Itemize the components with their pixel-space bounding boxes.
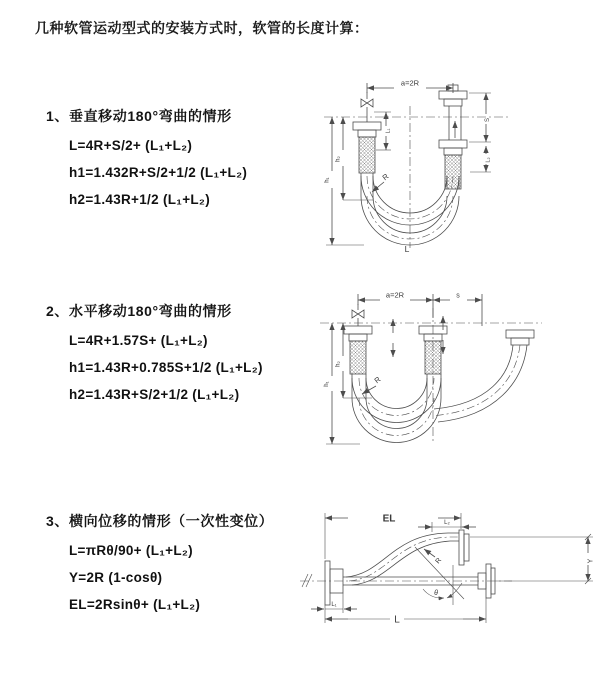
formula-line: h2=1.43R+1/2 (L₁+L₂)	[69, 192, 211, 207]
formula-line: L=πRθ/90+ (L₁+L₂)	[69, 543, 193, 558]
hose-braid	[425, 341, 441, 374]
dim-label-l2: L₂	[444, 520, 450, 526]
dim-label-a2r: a=2R	[400, 78, 420, 88]
diagram-vertical-180-bend	[312, 76, 550, 260]
dim-label-l2: L₂	[485, 157, 492, 163]
flange-upper	[459, 530, 469, 565]
flange-left	[353, 122, 381, 137]
formula-line: h2=1.43R+S/2+1/2 (L₁+L₂)	[69, 387, 240, 402]
section-horizontal-movement	[46, 301, 263, 408]
formula-line: h1=1.43R+0.785S+1/2 (L₁+L₂)	[69, 360, 263, 375]
flange-right-lower	[439, 140, 467, 155]
dim-label-h2: h₂	[335, 156, 342, 162]
formula-line: L=4R+S/2+ (L₁+L₂)	[69, 138, 193, 153]
diagram-lateral-displacement	[298, 503, 600, 653]
dim-label-h1: h₁	[324, 177, 331, 183]
flange-left	[344, 326, 372, 341]
flange-left	[325, 561, 343, 605]
length-label: L	[404, 244, 410, 254]
formula-line: L=4R+1.57S+ (L₁+L₂)	[69, 333, 208, 348]
section-vertical-movement	[46, 106, 247, 213]
flange-right-displaced	[506, 330, 534, 345]
valve-icon	[361, 92, 373, 122]
dim-label-y: Y	[587, 558, 595, 564]
dim-label-el: EL	[382, 513, 396, 525]
formula-line: EL=2Rsinθ+ (L₁+L₂)	[69, 597, 201, 612]
pipe-break-mark	[302, 574, 312, 587]
section-lateral-displacement	[46, 511, 273, 618]
hose-braid	[359, 137, 375, 173]
dim-label-h1: h₁	[324, 381, 330, 387]
dim-label-s: S	[485, 117, 491, 123]
page-title: 几种软管运动型式的安装方式时，软管的长度计算：	[35, 20, 369, 36]
radius-label: R	[372, 374, 383, 386]
radius-label: R	[434, 556, 444, 566]
dim-label-h2: h₂	[335, 361, 342, 367]
length-label: L	[394, 614, 400, 626]
section-heading: 3、横向位移的情形（一次性变位）	[46, 513, 274, 529]
radius-label: R	[380, 171, 391, 183]
dim-label-s: s	[456, 292, 460, 300]
formula-line: Y=2R (1-cosθ)	[69, 570, 163, 585]
section-heading: 2、水平移动180°弯曲的情形	[46, 303, 232, 319]
diagram-horizontal-180-bend	[310, 286, 570, 454]
dim-label-a2r: a=2R	[385, 290, 405, 300]
formula-line: h1=1.432R+S/2+1/2 (L₁+L₂)	[69, 165, 248, 180]
dim-label-l1: L₁	[331, 602, 337, 608]
angle-theta-label: θ	[434, 590, 438, 597]
dim-label-l1: L₁	[385, 128, 392, 134]
section-heading: 1、垂直移动180°弯曲的情形	[46, 108, 232, 124]
hose-braid	[350, 341, 366, 374]
